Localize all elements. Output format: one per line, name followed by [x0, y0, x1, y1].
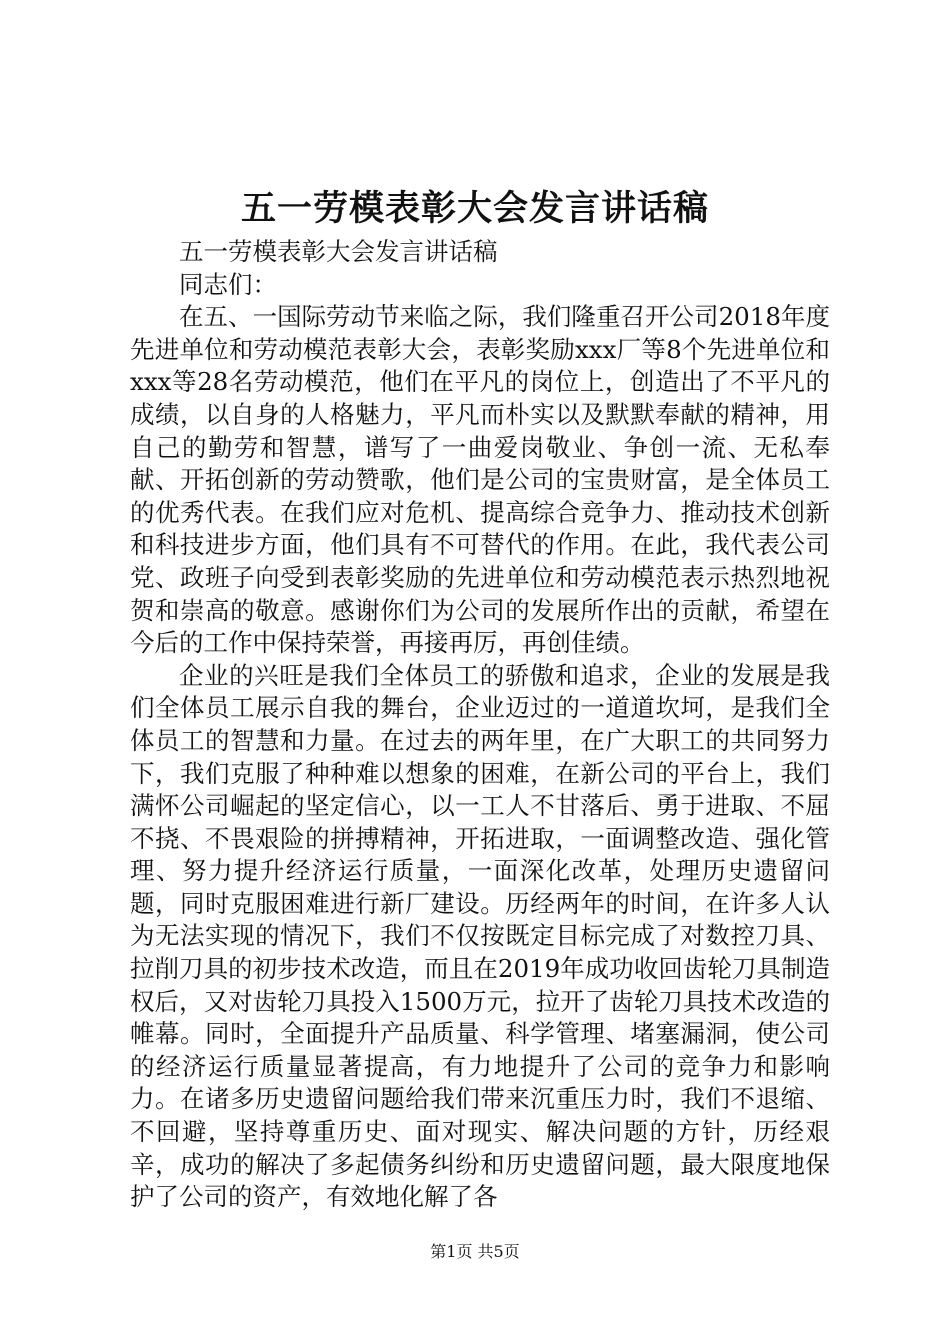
document-title: 五一劳模表彰大会发言讲话稿 — [240, 189, 709, 229]
paragraph-salutation: 同志们： — [179, 269, 277, 299]
paragraph-subtitle: 五一劳模表彰大会发言讲话稿 — [179, 237, 498, 266]
document-body — [130, 236, 830, 1214]
paragraph-body-2: 企业的兴旺是我们全体员工的骄傲和追求，企业的发展是我们全体员工展示自我的舞台，企业迈过的一道道坎坷，是我们全体员工的智慧和力量。在过去的两年里，在广大职工的共同努力下，我们克服了种种难以想象的困难，在新公司的平台上，我们满怀公司崛起的坚定信心，以一工人不甘落后、勇于进取、不屈不挠、不畏艰险的拼搏精神，开拓进取，一面调整改造、强化管理、努力提升经济运行质量，一面深化改革，处理历史遗留问题，同时克服困难进行新厂建设。历经两年的时间，在许多人认为无法实现的情况下，我们不仅按既定目标完成了对数控刀具、拉削刀具的初步技术改造，而且在2019年成功收回齿轮刀具制造权后，又对齿轮刀具投入1500万元，拉开了齿轮刀具技术改造的帷幕。同时，全面提升产品质量、科学管理、堵塞漏洞，使公司的经济运行质量显著提高，有力地提升了公司的竞争力和影响力。在诸多历史遗留问题给我们带来沉重压力时，我们不退缩、不回避，坚持尊重历史、面对现实、解决问题的方针，历经艰辛，成功的解决了多起债务纠纷和历史遗留问题，最大限度地保护了公司的资产，有效地化解了各 — [130, 660, 830, 1212]
page-footer: 第1页 共5页 — [430, 1242, 520, 1261]
paragraph-body-1: 在五、一国际劳动节来临之际，我们隆重召开公司2018年度先进单位和劳动模范表彰大会，表彰奖励xxx厂等8个先进单位和xxx等28名劳动模范，他们在平凡的岗位上，创造出了不平凡的成绩，以自身的人格魅力，平凡而朴实以及默默奉献的精神，用自己的勤劳和智慧，谱写了一曲爱岗敬业、争创一流、无私奉献、开拓创新的劳动赞歌，他们是公司的宝贵财富，是全体员工的优秀代表。在我们应对危机、提高综合竞争力、推动技术创新和科技进步方面，他们具有不可替代的作用。在此，我代表公司党、政班子向受到表彰奖励的先进单位和劳动模范表示热烈地祝贺和崇高的敬意。感谢你们为公司的发展所作出的贡献，希望在今后的工作中保持荣誉，再接再厉，再创佳绩。 — [130, 302, 830, 658]
